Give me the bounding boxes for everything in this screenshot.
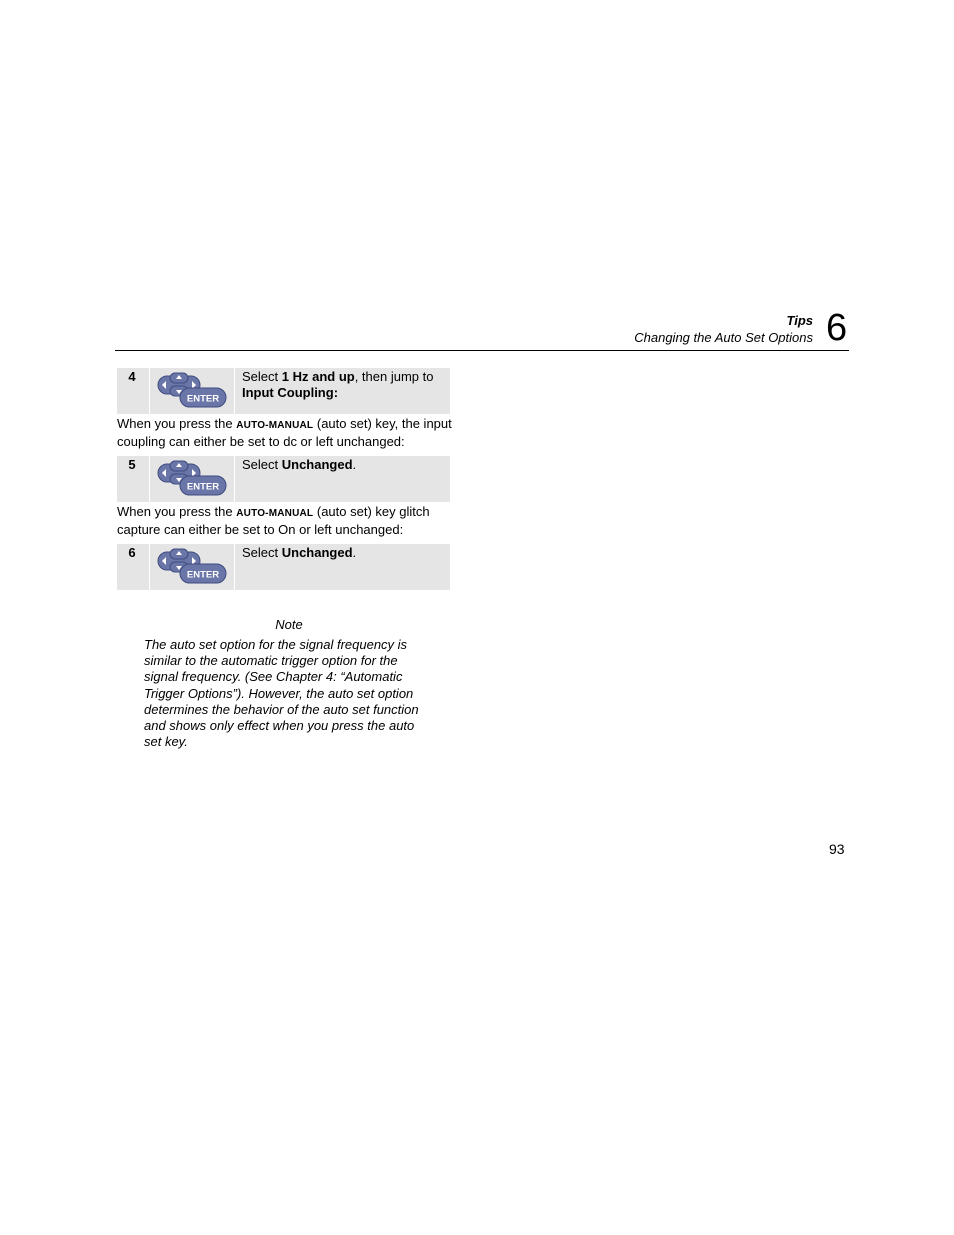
instruction-option: Unchanged <box>281 457 353 472</box>
key-name: AUTO-MANUAL <box>236 508 314 519</box>
chapter-number: 6 <box>826 307 848 349</box>
instruction-text: , then jump to <box>354 369 434 384</box>
key-name: AUTO-MANUAL <box>236 420 314 431</box>
key-cell <box>149 368 235 414</box>
step-instruction <box>242 544 447 561</box>
instruction-target: Input Coupling: <box>242 385 339 400</box>
enter-keypad-icon <box>156 460 228 498</box>
enter-key-label: ENTER <box>186 481 220 493</box>
step-row-6 <box>117 544 450 590</box>
paragraph-text: (auto set) key glitch capture can either be set to On or left unchanged: <box>117 504 430 537</box>
instruction-text: Select <box>242 457 282 472</box>
step-row-5 <box>117 456 450 502</box>
header-subsection-title: Changing the Auto Set Options <box>634 330 813 345</box>
enter-key-label: ENTER <box>186 569 220 581</box>
page-number: 93 <box>829 841 845 857</box>
step-number: 5 <box>128 457 136 472</box>
body-paragraph <box>117 504 462 538</box>
paragraph-text: When you press the <box>117 416 237 431</box>
instruction-text: . <box>352 545 357 560</box>
header-titles <box>634 312 813 346</box>
key-cell <box>149 544 235 590</box>
enter-keypad-icon <box>156 372 228 410</box>
paragraph-text: (auto set) key, the input coupling can either be set to dc or left unchanged: <box>117 416 452 449</box>
paragraph-text: When you press the <box>117 504 237 519</box>
step-number: 4 <box>128 369 136 384</box>
enter-keypad-icon <box>156 548 228 586</box>
key-cell <box>149 456 235 502</box>
enter-key-label: ENTER <box>186 393 220 405</box>
note-body: The auto set option for the signal frequency is similar to the automatic trigger option for the signal frequency. (See Chapter 4: “Automatic Trigger Options”). However, the auto set option determines the behavior of the auto set function and shows only effect when you press the auto set key. <box>144 637 419 750</box>
instruction-option: 1 Hz and up <box>281 369 355 384</box>
step-number: 6 <box>128 545 136 560</box>
note-title: Note <box>275 617 303 632</box>
header-section-title: Tips <box>786 313 813 328</box>
step-instruction <box>242 456 447 473</box>
instruction-text: Select <box>242 545 282 560</box>
body-paragraph <box>117 416 462 450</box>
step-row-4 <box>117 368 450 414</box>
instruction-option: Unchanged <box>281 545 353 560</box>
instruction-text: Select <box>242 369 282 384</box>
instruction-text: . <box>352 457 357 472</box>
header-rule <box>115 350 849 351</box>
step-instruction <box>242 368 447 401</box>
